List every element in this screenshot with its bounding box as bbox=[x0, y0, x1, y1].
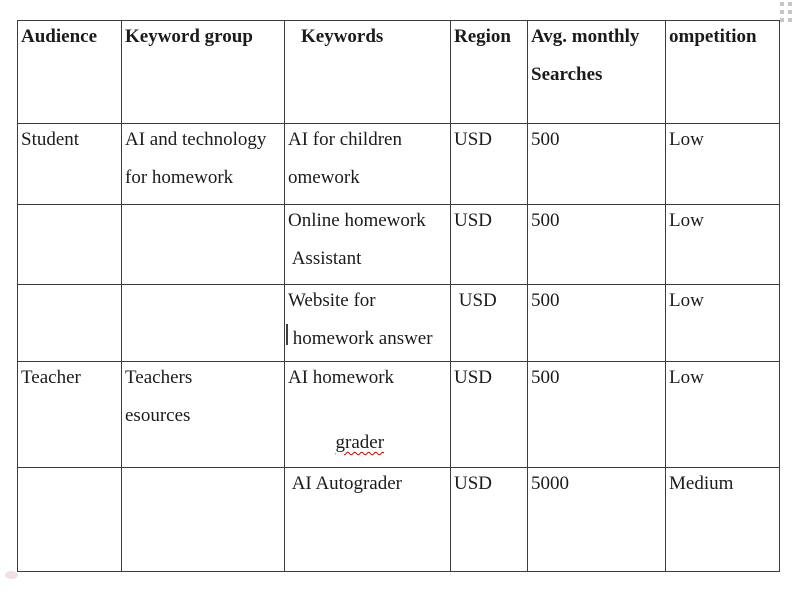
header-label-region: Region bbox=[454, 26, 511, 47]
cell-text: Online homework bbox=[288, 210, 426, 231]
cell-text: homework answer bbox=[288, 328, 433, 349]
cell-text: 5000 bbox=[531, 473, 569, 494]
table-row bbox=[18, 285, 780, 362]
cell-text: AI Autograder bbox=[288, 473, 402, 494]
header-label-avg-monthly: Avg. monthly bbox=[531, 26, 640, 47]
cell-text: 500 bbox=[531, 129, 560, 150]
cell-keyword-group[interactable] bbox=[122, 362, 285, 468]
cell-keywords[interactable] bbox=[285, 205, 451, 285]
cell-text bbox=[125, 468, 282, 506]
cell-region[interactable] bbox=[451, 362, 528, 468]
cell-text: Assistant bbox=[288, 248, 362, 269]
cell-text: Teachers bbox=[125, 367, 193, 388]
header-cell-region[interactable] bbox=[451, 21, 528, 124]
cell-text: USD bbox=[454, 367, 493, 388]
cell-audience[interactable] bbox=[18, 468, 122, 572]
cell-competition[interactable] bbox=[666, 362, 780, 468]
cell-text: 500 bbox=[531, 367, 560, 388]
header-cell-avg-monthly-searches[interactable] bbox=[528, 21, 666, 124]
cell-text: Low bbox=[669, 367, 704, 388]
cell-text bbox=[21, 468, 119, 506]
header-label-audience: Audience bbox=[21, 26, 97, 47]
cell-avg-monthly-searches[interactable] bbox=[528, 124, 666, 205]
cell-text: Low bbox=[669, 129, 704, 150]
cell-text bbox=[21, 205, 119, 243]
table-row bbox=[18, 468, 780, 572]
cell-text: Low bbox=[669, 210, 704, 231]
drag-handle-dot bbox=[788, 2, 792, 6]
cell-keywords[interactable] bbox=[285, 362, 451, 468]
cell-text: USD bbox=[454, 473, 493, 494]
cell-keyword-group[interactable] bbox=[122, 285, 285, 362]
header-label-searches: Searches bbox=[531, 64, 603, 85]
cell-keywords[interactable] bbox=[285, 124, 451, 205]
drag-handle-dot bbox=[788, 18, 792, 22]
cell-text bbox=[288, 400, 448, 453]
drag-handle-dot bbox=[788, 10, 792, 14]
cell-avg-monthly-searches[interactable] bbox=[528, 468, 666, 572]
cell-text: Teacher bbox=[21, 367, 81, 388]
drag-handle-dot bbox=[780, 2, 784, 6]
cell-avg-monthly-searches[interactable] bbox=[528, 205, 666, 285]
cell-text bbox=[125, 205, 282, 243]
drag-handle-dot bbox=[780, 10, 784, 14]
header-cell-competition[interactable] bbox=[666, 21, 780, 124]
cell-region[interactable] bbox=[451, 285, 528, 362]
cell-text bbox=[125, 285, 282, 323]
cell-competition[interactable] bbox=[666, 124, 780, 205]
cell-audience[interactable] bbox=[18, 362, 122, 468]
cell-text: USD bbox=[454, 210, 493, 231]
keyword-research-table bbox=[17, 20, 780, 572]
cell-text: esources bbox=[125, 405, 191, 426]
cell-text: USD bbox=[454, 129, 493, 150]
header-cell-keywords[interactable] bbox=[285, 21, 451, 124]
cell-region[interactable] bbox=[451, 468, 528, 572]
cell-text: 500 bbox=[531, 290, 560, 311]
cell-audience[interactable] bbox=[18, 205, 122, 285]
cell-text: Medium bbox=[669, 473, 734, 494]
drag-handle-dot bbox=[780, 18, 784, 22]
cell-text: omework bbox=[288, 167, 360, 188]
cell-text: Low bbox=[669, 290, 704, 311]
drag-handle-icon[interactable] bbox=[780, 2, 792, 22]
cell-audience[interactable] bbox=[18, 285, 122, 362]
cell-text: AI for children bbox=[288, 129, 402, 150]
cell-avg-monthly-searches[interactable] bbox=[528, 362, 666, 468]
header-label-keywords: Keywords bbox=[301, 26, 384, 47]
header-cell-audience[interactable] bbox=[18, 21, 122, 124]
cell-region[interactable] bbox=[451, 124, 528, 205]
header-cell-keyword-group[interactable] bbox=[122, 21, 285, 124]
cell-text bbox=[21, 285, 119, 323]
header-label-keyword-group: Keyword group bbox=[125, 26, 253, 47]
cell-competition[interactable] bbox=[666, 205, 780, 285]
cell-keyword-group[interactable] bbox=[122, 468, 285, 572]
cell-keyword-group[interactable] bbox=[122, 124, 285, 205]
table-row-student bbox=[18, 124, 780, 205]
cell-keywords[interactable] bbox=[285, 468, 451, 572]
cell-keyword-group[interactable] bbox=[122, 205, 285, 285]
artifact-smudge bbox=[5, 571, 18, 579]
cell-text: AI and technology bbox=[125, 129, 267, 150]
cell-text: Website for bbox=[288, 290, 376, 311]
cell-text: Student bbox=[21, 129, 80, 150]
cell-competition[interactable] bbox=[666, 468, 780, 572]
cell-text: AI homework bbox=[288, 367, 395, 388]
text-cursor bbox=[286, 324, 288, 345]
table-row-teacher bbox=[18, 362, 780, 468]
header-label-competition: ompetition bbox=[669, 26, 757, 47]
table-row bbox=[18, 205, 780, 285]
cell-region[interactable] bbox=[451, 205, 528, 285]
cell-text: USD bbox=[454, 290, 497, 311]
cell-text: for homework bbox=[125, 167, 234, 188]
cell-text: 500 bbox=[531, 210, 560, 231]
misspelled-word: grader bbox=[335, 432, 385, 453]
cell-competition[interactable] bbox=[666, 285, 780, 362]
header-row bbox=[18, 21, 780, 124]
cell-keywords[interactable] bbox=[285, 285, 451, 362]
cell-avg-monthly-searches[interactable] bbox=[528, 285, 666, 362]
cell-audience[interactable] bbox=[18, 124, 122, 205]
